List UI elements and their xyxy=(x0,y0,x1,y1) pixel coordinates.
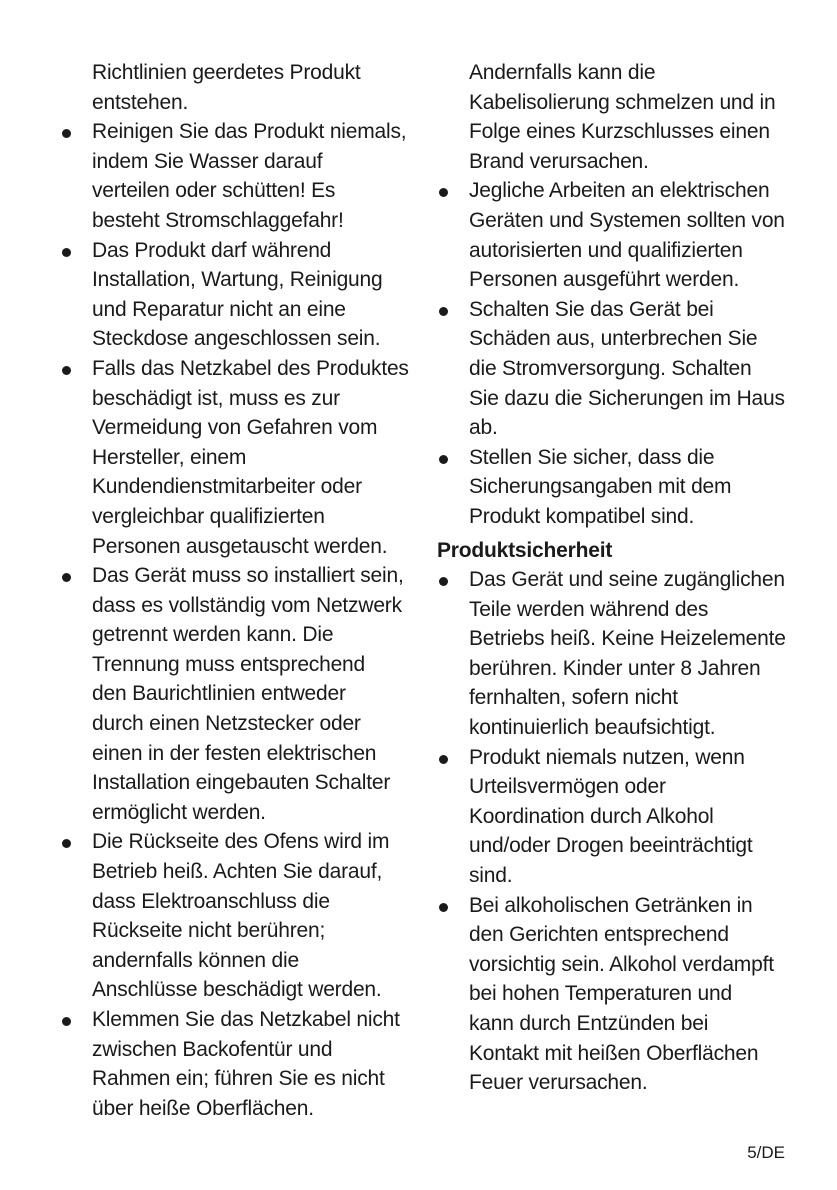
list-item xyxy=(437,891,802,1098)
list-item-text: Produkt niemals nutzen, wenn Urteilsvermögen oder Koordination durch Alkohol und/oder Drogen beeinträchtigt sind. xyxy=(469,745,753,888)
list-item-text: Reinigen Sie das Produkt niemals, indem Sie Wasser darauf verteilen oder schütten! Es besteht Stromschlaggefahr! xyxy=(92,120,407,232)
left-column xyxy=(60,58,430,1123)
list-item xyxy=(437,295,802,443)
left-bullet-list xyxy=(60,117,430,1123)
list-item-text: Falls das Netzkabel des Produktes beschädigt ist, muss es zur Vermeidung von Gefahren vom Hersteller, einem Kundendienstmitarbeiter oder vergleichbar qualifizierten Personen ausgetauscht werden. xyxy=(92,356,409,558)
bullet-icon xyxy=(62,839,71,848)
list-item xyxy=(60,561,430,827)
list-item-text: Das Produkt darf während Installation, Wartung, Reinigung und Reparatur nicht an eine Steckdose angeschlossen sein. xyxy=(92,238,383,351)
list-item-text: Schalten Sie das Gerät bei Schäden aus, unterbrechen Sie die Stromversorgung. Schalten Sie dazu die Sicherungen im Haus ab. xyxy=(469,297,785,440)
right-continuation-text: Andernfalls kann die Kabelisolierung schmelzen und in Folge eines Kurzschlusses einen Brand verursachen. xyxy=(469,61,776,173)
list-item-text: Jegliche Arbeiten an elektrischen Geräten und Systemen sollten von autorisierten und qualifizierten Personen ausgeführt werden. xyxy=(469,179,785,292)
bullet-icon xyxy=(62,1017,71,1026)
list-item xyxy=(60,1005,430,1123)
bullet-icon xyxy=(62,248,71,257)
left-continuation-text: Richtlinien geerdetes Produkt entstehen. xyxy=(92,61,361,114)
bullet-icon xyxy=(439,577,448,586)
list-item xyxy=(60,236,430,354)
list-item xyxy=(60,117,430,235)
list-item xyxy=(437,443,802,532)
bullet-icon xyxy=(439,188,448,197)
list-item-text: Stellen Sie sicher, dass die Sicherungsangaben mit dem Produkt kompatibel sind. xyxy=(469,445,732,528)
list-item xyxy=(437,176,802,294)
list-item-text: Das Gerät muss so installiert sein, dass es vollständig vom Netzwerk getrennt werden kann. Die Trennung muss entsprechend den Baurichtlinien entweder durch einen Netzstecker oder einen in der festen elektrischen Installation eingebauten Schalter ermöglicht werden. xyxy=(92,564,404,824)
list-item xyxy=(437,743,802,891)
bullet-icon xyxy=(62,366,71,375)
list-item xyxy=(60,354,430,561)
list-item-text: Die Rückseite des Ofens wird im Betrieb heiß. Achten Sie darauf, dass Elektroanschluss die Rückseite nicht berühren; andernfalls können die Anschlüsse beschädigt werden. xyxy=(92,830,390,1002)
bullet-icon xyxy=(439,307,448,316)
section-heading: Produktsicherheit xyxy=(437,538,613,562)
right-bullet-list-top xyxy=(437,176,802,531)
bullet-icon xyxy=(439,903,448,912)
list-item xyxy=(60,827,430,1005)
bullet-icon xyxy=(439,455,448,464)
page-number: 5/DE xyxy=(747,1143,785,1162)
list-item-text: Klemmen Sie das Netzkabel nicht zwischen Backofentür und Rahmen ein; führen Sie es nicht über heiße Oberflächen. xyxy=(92,1008,400,1120)
bullet-icon xyxy=(62,129,71,138)
list-item xyxy=(437,565,802,743)
bullet-icon xyxy=(62,573,71,582)
list-item-text: Das Gerät und seine zugänglichen Teile werden während des Betriebs heiß. Keine Heizelemente berühren. Kinder unter 8 Jahren fernhalten, sofern nicht kontinuierlich beaufsichtigt. xyxy=(469,568,786,740)
list-item-text: Bei alkoholischen Getränken in den Gerichten entsprechend vorsichtig sein. Alkohol verdampft bei hohen Temperaturen und kann durch Entzünden bei Kontakt mit heißen Oberflächen Feuer verursachen. xyxy=(469,893,774,1095)
bullet-icon xyxy=(439,755,448,764)
right-column xyxy=(437,58,802,1098)
right-bullet-list-bottom xyxy=(437,565,802,1098)
